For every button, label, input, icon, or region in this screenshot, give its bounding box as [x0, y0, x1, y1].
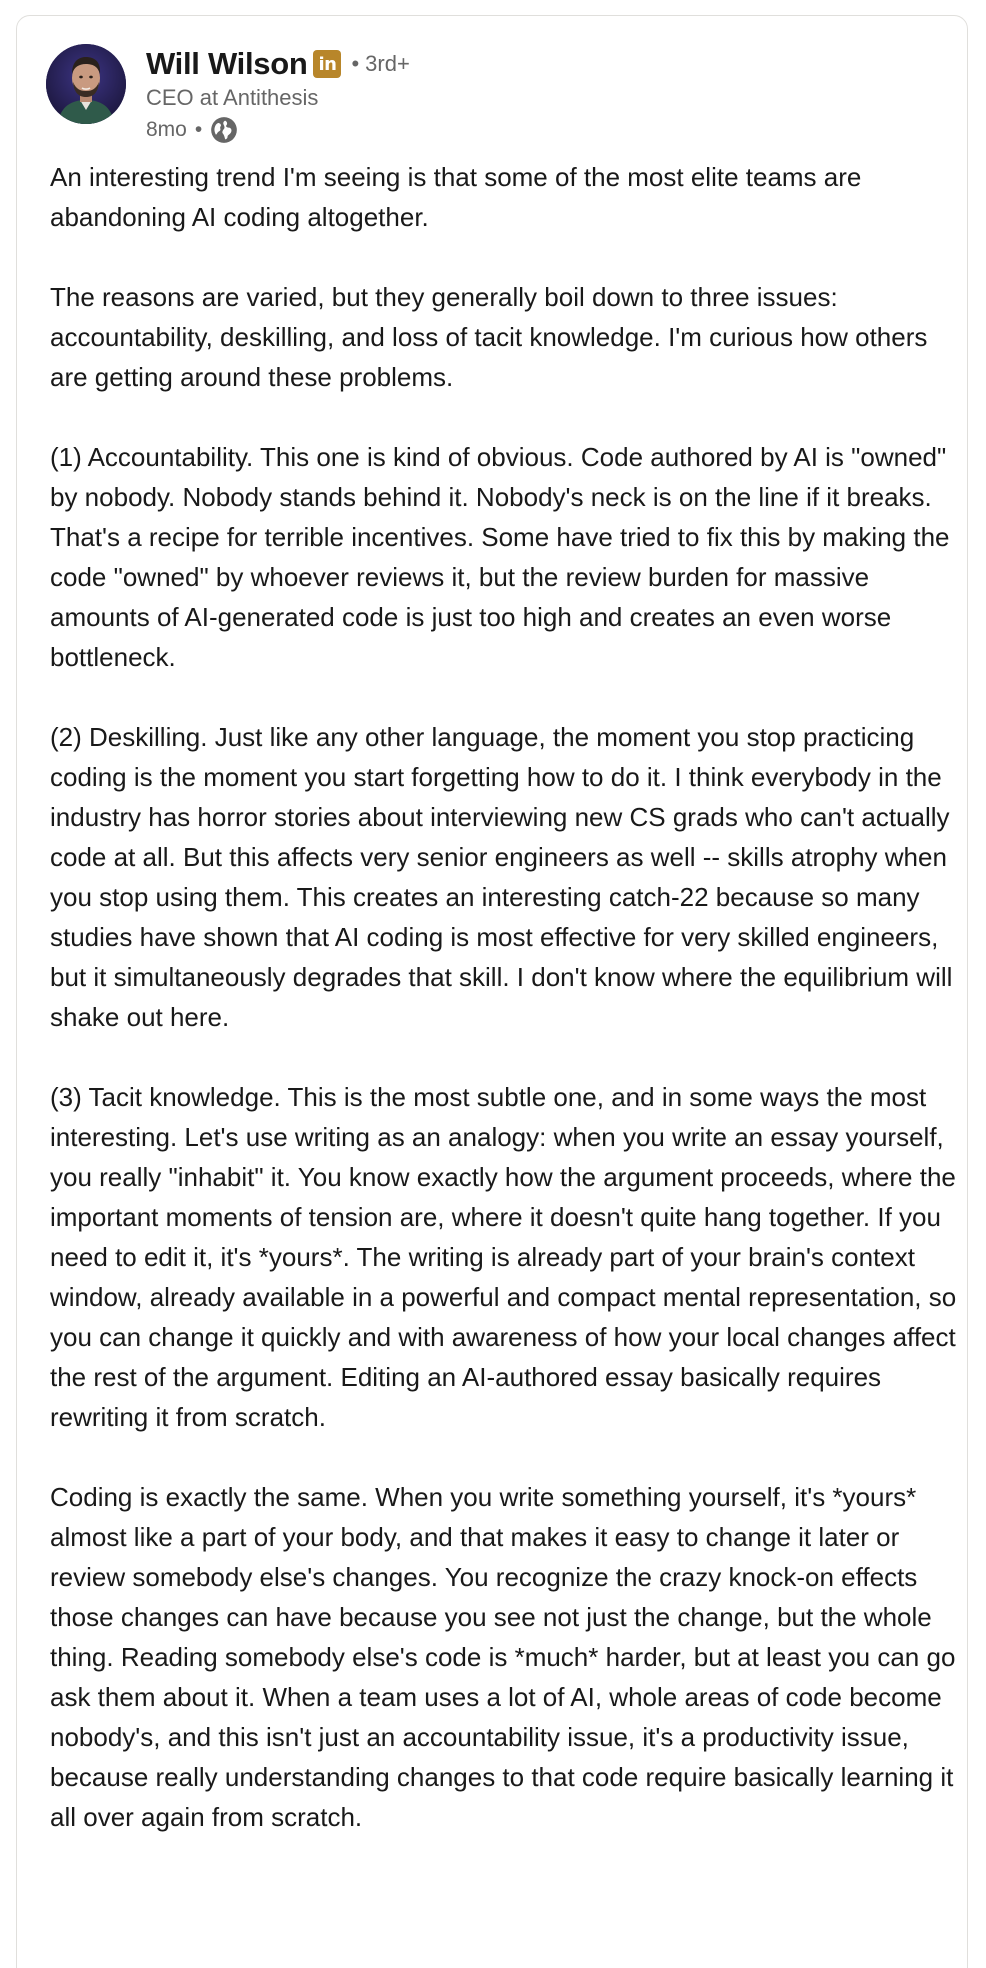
- post-paragraph: (3) Tacit knowledge. This is the most subtle one, and in some ways the most interesting. Let's use writing as an analogy: when you write an essay yourself, you really "inhabit" it. You know exactly how the argument proceeds, where the important moments of tension are, where it doesn't quite hang together. If you need to edit it, it's *yours*. The writing is already part of your brain's context window, already available in a powerful and compact mental representation, so you can change it quickly and with awareness of how your local changes affect the rest of the argument. Editing an AI-authored essay basically requires rewriting it from scratch.: [50, 1082, 957, 1432]
- post-paragraph: (2) Deskilling. Just like any other language, the moment you stop practicing coding is the moment you start forgetting how to do it. I think everybody in the industry has horror stories about interviewing new CS grads who can't actually code at all. But this affects very senior engineers as well -- skills atrophy when you stop using them. This creates an interesting catch-22 because so many studies have shown that AI coding is most effective for very skilled engineers, but it simultaneously degrades that skill. I don't know where the equilibrium will shake out here.: [50, 722, 953, 1032]
- post-meta: [146, 114, 906, 146]
- linkedin-premium-icon: in: [313, 50, 341, 78]
- globe-icon: [210, 116, 238, 144]
- author-info: [146, 44, 906, 146]
- post-paragraph: An interesting trend I'm seeing is that some of the most elite teams are abandoning AI coding altogether.: [50, 162, 862, 232]
- post-paragraph: The reasons are varied, but they generally boil down to three issues: accountability, deskilling, and loss of tacit knowledge. I'm curious how others are getting around these problems.: [50, 282, 928, 392]
- post-time: 8mo: [146, 118, 187, 141]
- connection-degree: 3rd+: [365, 51, 410, 76]
- author-name[interactable]: Will Wilson: [146, 46, 308, 81]
- separator-dot: •: [351, 51, 360, 76]
- avatar-image: [46, 44, 126, 124]
- author-avatar[interactable]: [46, 44, 126, 124]
- post-body: [50, 157, 960, 1877]
- post-header: [46, 44, 926, 141]
- separator-dot: •: [194, 118, 203, 141]
- post-paragraph: (1) Accountability. This one is kind of obvious. Code authored by AI is "owned" by nobody. Nobody stands behind it. Nobody's neck is on the line if it breaks. That's a recipe for terrible incentives. Some have tried to fix this by making the code "owned" by whoever reviews it, but the review burden for massive amounts of AI-generated code is just too high and creates an even worse bottleneck.: [50, 442, 950, 672]
- post-paragraph: Coding is exactly the same. When you write something yourself, it's *yours* almost like a part of your body, and that makes it easy to change it later or review somebody else's changes. You recognize the crazy knock-on effects those changes can have because you see not just the change, but the whole thing. Reading somebody else's code is *much* harder, but at least you can go ask them about it. When a team uses a lot of AI, whole areas of code become nobody's, and this isn't just an accountability issue, it's a productivity issue, because really understanding changes to that code require basically learning it all over again from scratch.: [50, 1482, 956, 1832]
- author-name-row: [146, 44, 906, 84]
- author-headline: CEO at Antithesis: [146, 85, 319, 110]
